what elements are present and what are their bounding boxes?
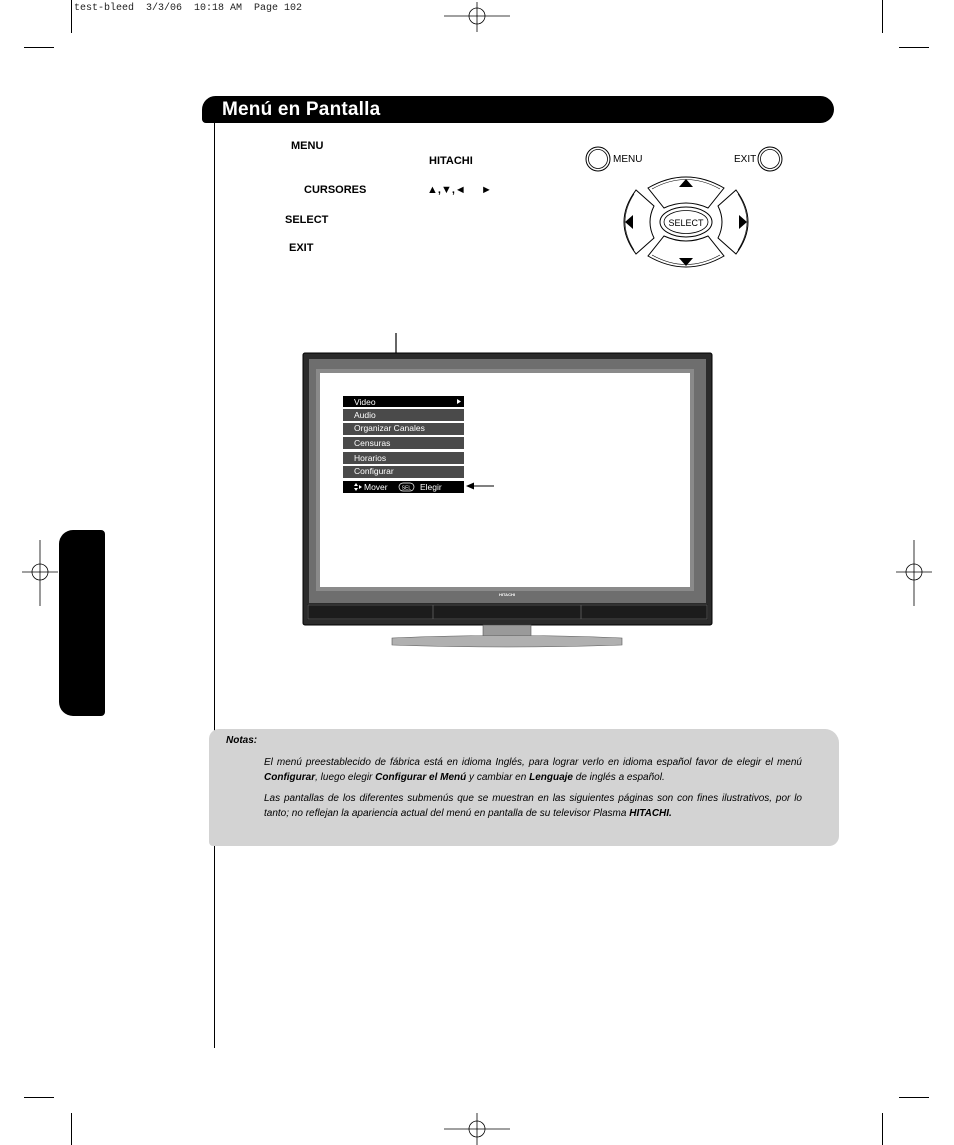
svg-text:Configurar: Configurar: [354, 466, 394, 476]
note-paragraph-1: El menú preestablecido de fábrica está en idioma Inglés, para lograr verlo en idioma español favor de elegir el menú Configurar, luego elegir Configurar el Menú y cambiar en Lenguaje de inglés a español.: [264, 757, 802, 783]
osd-menu-item[interactable]: [343, 396, 464, 407]
cursor-down-button[interactable]: [648, 236, 724, 267]
remote-control-diagram: [580, 140, 790, 275]
exit-button[interactable]: [758, 147, 782, 171]
select-button[interactable]: [660, 207, 712, 237]
tv-brand-logo: HITACHI: [499, 592, 515, 597]
osd-menu-item[interactable]: [343, 452, 464, 464]
registration-mark: [22, 540, 58, 606]
section-tab: [59, 530, 105, 716]
crop-mark: [882, 0, 883, 33]
registration-mark: [444, 1113, 510, 1145]
crop-mark: [882, 1113, 883, 1145]
menu-button[interactable]: [586, 147, 610, 171]
crop-mark: [71, 1113, 72, 1145]
tv-illustration: [300, 333, 715, 648]
cursor-right-button[interactable]: [718, 190, 748, 254]
footer-choose-label: Elegir: [420, 482, 442, 492]
svg-text:Censuras: Censuras: [354, 438, 391, 448]
select-label: SELECT: [285, 214, 329, 226]
registration-mark: [896, 540, 932, 606]
osd-menu-footer: [343, 481, 464, 493]
crop-mark: [899, 1097, 929, 1098]
cursor-right-glyph: ►: [481, 184, 492, 196]
footer-sel-badge: SEL: [401, 485, 412, 492]
remote-menu-label: MENU: [613, 154, 643, 165]
crop-mark: [24, 47, 54, 48]
crop-mark: [899, 47, 929, 48]
cursor-arrows-glyphs: ▲,▼,◄: [427, 184, 466, 196]
registration-mark: [444, 2, 510, 32]
hitachi-label: HITACHI: [429, 155, 473, 167]
cursor-left-button[interactable]: [624, 190, 654, 254]
margin-rule: [214, 123, 215, 1048]
osd-menu-item[interactable]: [343, 423, 464, 435]
osd-menu-item[interactable]: [343, 437, 464, 449]
notes-title: Notas:: [226, 735, 258, 746]
osd-menu-item[interactable]: [343, 409, 464, 421]
remote-select-label: SELECT: [668, 218, 704, 228]
svg-text:Organizar Canales: Organizar Canales: [354, 423, 425, 433]
cursor-up-button[interactable]: [648, 177, 724, 208]
print-slug: test-bleed 3/3/06 10:18 AM Page 102: [74, 3, 303, 14]
cursores-label: CURSORES: [304, 184, 367, 196]
osd-menu-item[interactable]: [343, 466, 464, 478]
exit-label: EXIT: [289, 242, 314, 254]
svg-text:Horarios: Horarios: [354, 453, 387, 463]
remote-exit-label: EXIT: [734, 154, 757, 165]
notes-box: [209, 729, 839, 846]
footer-move-label: Mover: [364, 482, 388, 492]
crop-mark: [24, 1097, 54, 1098]
svg-text:Audio: Audio: [354, 410, 376, 420]
page-title: Menú en Pantalla: [222, 99, 381, 120]
crop-mark: [71, 0, 72, 33]
svg-text:Video: Video: [354, 397, 376, 407]
note-paragraph-2: Las pantallas de los diferentes submenús que se muestran en las siguientes páginas son con fines ilustrativos, por lo tanto; no reflejan la apariencia actual del menú en pantalla de su televisor Plasma HITACHI.: [264, 793, 802, 819]
menu-label: MENU: [291, 140, 324, 152]
